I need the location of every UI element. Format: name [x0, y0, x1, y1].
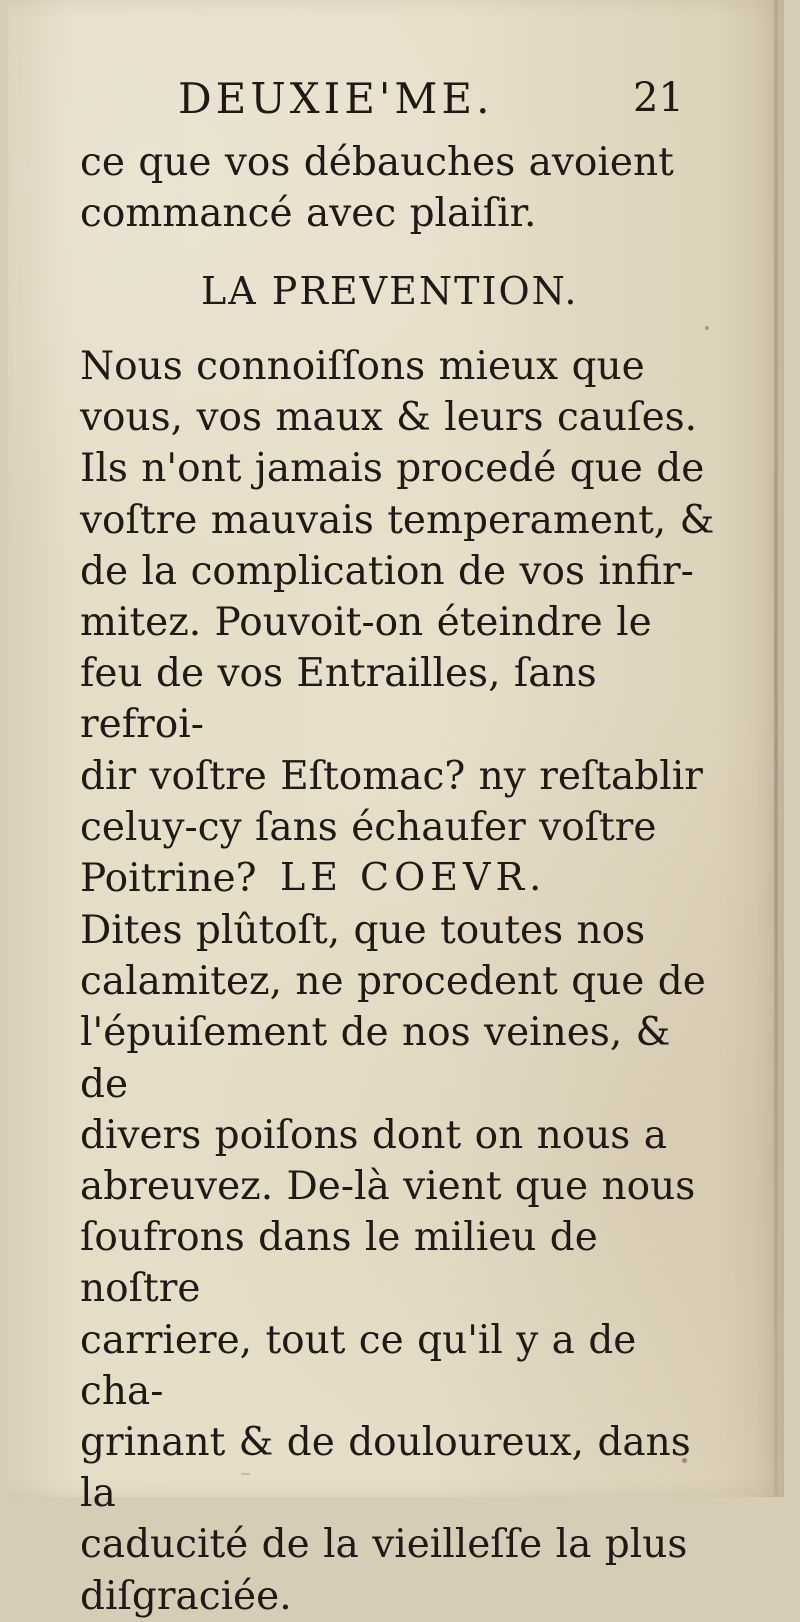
speaker-prevention: LA PREVENTION. [201, 269, 579, 313]
page-header [178, 74, 738, 134]
speaker-coeur: LE COEVR. [280, 855, 547, 899]
intro-text: ce que vos débauches avoient commancé avec plaiſir. [80, 140, 674, 237]
ink-speck [682, 1458, 687, 1463]
book-page [8, 0, 784, 1619]
speech-coeur: Dites plûtoſt, que toutes nos calamitez, ne procedent que de l'épuiſement de nos veines, & de divers poiſons dont on nous a abreuvez. De-là vient que nous ſoufrons dans le milieu de noſtre carriere, tout ce qu'il y a de cha- grinant & de douloureux, dans la caducité de la vieilleſſe la plus diſgraciée. [80, 908, 706, 1619]
ink-speck [705, 326, 709, 330]
running-head: DEUXIE'ME. [178, 74, 494, 123]
page-number: 21 [633, 75, 684, 121]
speech-prevention: Nous connoiſſons mieux que vous, vos maux & leurs cauſes. Ils n'ont jamais procedé que de voſtre mauvais temperament, & de la complication de vos infir- mitez. Pouvoit-on éteindre le feu de vos Entrailles, ſans refroi- dir voſtre Eſtomac? ny reſtablir celuy-cy ſans échaufer voſtre Poitrine? [80, 344, 715, 902]
ink-speck [241, 1473, 250, 1475]
